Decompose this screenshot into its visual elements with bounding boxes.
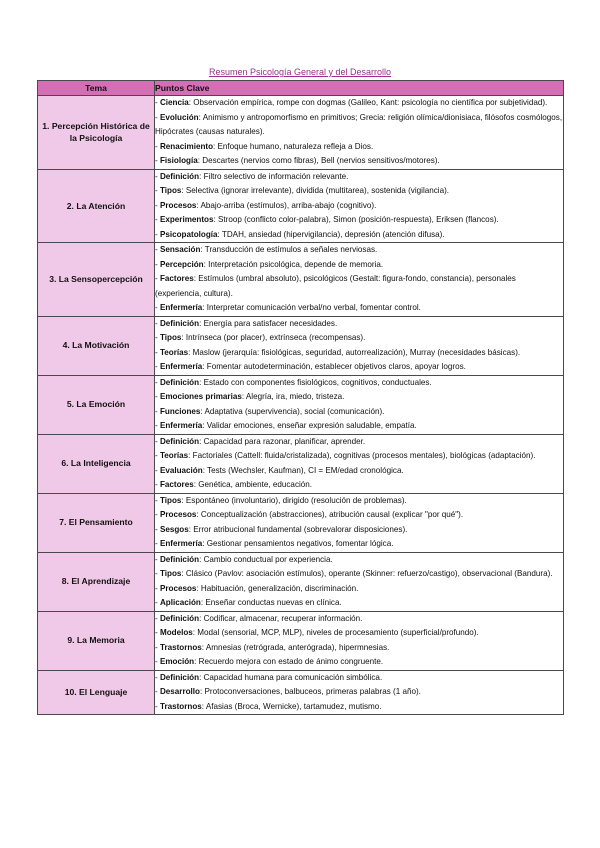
key-point-text: : Selectiva (ignorar irrelevante), dividida (multitarea), sostenida (vigilancia). — [181, 186, 450, 195]
key-point-text: : Tests (Wechsler, Kaufman), CI = EM/edad cronológica. — [202, 465, 404, 475]
key-point: - Modelos: Modal (sensorial, MCP, MLP), niveles de procesamiento (superficial/profundo). — [155, 628, 479, 637]
topic-cell: 4. La Motivación — [38, 316, 155, 375]
key-point-term: Factores — [159, 274, 194, 283]
topic-cell: 6. La Inteligencia — [38, 434, 155, 493]
key-point: - Tipos: Selectiva (ignorar irrelevante), dividida (multitarea), sostenida (vigilancia). — [155, 186, 450, 195]
key-point-text: : Error atribucional fundamental (sobrevalorar disposiciones). — [188, 524, 408, 534]
key-point: - Psicopatología: TDAH, ansiedad (hipervigilancia), depresión (atención difusa). — [155, 229, 445, 239]
key-point: - Aplicación: Enseñar conductas nuevas en clínica. — [155, 598, 342, 607]
topic-cell: 5. La Emoción — [38, 375, 155, 434]
key-point-term: Tipos — [159, 333, 182, 342]
key-point-term: Tipos — [159, 569, 182, 578]
key-point-term: Enfermería — [159, 421, 203, 430]
key-point-text: : Factoriales (Cattell: fluida/cristalizada), cognitivas (procesos mentales), biológicas (adaptación). — [188, 451, 536, 460]
key-point: - Trastornos: Afasias (Broca, Wernicke), tartamudez, mutismo. — [155, 701, 382, 711]
key-point-text: : Capacidad humana para comunicación simbólica. — [199, 672, 383, 682]
key-point: - Definición: Capacidad humana para comunicación simbólica. — [155, 672, 383, 682]
key-point-term: Definición — [159, 318, 200, 328]
topic-cell: 3. La Sensopercepción — [38, 243, 155, 317]
key-point-term: Definición — [159, 377, 200, 387]
header-points: Puntos Clave — [155, 81, 564, 96]
key-point: - Definición: Filtro selectivo de información relevante. — [155, 171, 349, 181]
points-cell — [155, 375, 564, 434]
table-row — [38, 493, 564, 552]
points-cell — [155, 96, 564, 170]
points-cell — [155, 243, 564, 317]
key-point-text: : Alegría, ira, miedo, tristeza. — [241, 392, 345, 401]
key-point: - Percepción: Interpretación psicológica, depende de memoria. — [155, 259, 384, 269]
table-row — [38, 96, 564, 170]
key-point-term: Aplicación — [159, 598, 201, 607]
table-header-row — [38, 81, 564, 96]
key-point-term: Ciencia — [159, 98, 189, 107]
topic-cell: 1. Percepción Histórica de la Psicología — [38, 96, 155, 170]
key-point: - Tipos: Espontáneo (involuntario), dirigido (resolución de problemas). — [155, 495, 407, 505]
topic-cell: 8. El Aprendizaje — [38, 552, 155, 611]
key-point-text: : Conceptualización (abstracciones), atribución causal (explicar "por qué"). — [196, 510, 464, 519]
key-point: - Procesos: Conceptualización (abstracciones), atribución causal (explicar "por qué"). — [155, 510, 464, 519]
key-point-term: Factores — [159, 480, 194, 489]
table-row — [38, 434, 564, 493]
key-point-text: : Capacidad para razonar, planificar, aprender. — [199, 436, 366, 446]
key-point-term: Tipos — [159, 186, 182, 195]
key-point-term: Enfermería — [159, 303, 203, 312]
points-cell — [155, 670, 564, 715]
key-point: - Teorías: Maslow (jerarquía: fisiológicas, seguridad, autorrealización), Murray (necesidades básicas). — [155, 347, 521, 357]
key-point-term: Percepción — [159, 259, 204, 269]
key-point-term: Modelos — [159, 628, 193, 637]
key-point-term: Sesgos — [159, 524, 189, 534]
key-point-text: : Cambio conductual por experiencia. — [199, 554, 333, 564]
key-point: - Trastornos: Amnesias (retrógrada, anterógrada), hipermnesias. — [155, 642, 390, 652]
key-point-term: Experimentos — [159, 215, 214, 224]
topic-cell: 10. El Lenguaje — [38, 670, 155, 715]
key-point-text: : Maslow (jerarquía: fisiológicas, seguridad, autorrealización), Murray (necesidades básicas). — [188, 347, 521, 357]
key-point: - Emoción: Recuerdo mejora con estado de ánimo congruente. — [155, 657, 384, 666]
key-point-term: Teorías — [159, 451, 189, 460]
points-cell — [155, 434, 564, 493]
key-point: - Renacimiento: Enfoque humano, naturaleza refleja a Dios. — [155, 141, 374, 151]
key-point-term: Procesos — [159, 583, 197, 593]
key-point-term: Procesos — [159, 510, 197, 519]
key-point: - Procesos: Habituación, generalización, discriminación. — [155, 583, 359, 593]
key-point-text: : Abajo-arriba (estímulos), arriba-abajo (cognitivo). — [196, 200, 377, 210]
key-point-text: : Intrínseca (por placer), extrínseca (recompensas). — [181, 333, 366, 342]
key-point: - Enfermería: Fomentar autodeterminación, establecer objetivos claros, apoyar logros. — [155, 362, 466, 371]
header-topic: Tema — [38, 81, 155, 96]
key-point-text: : Enfoque humano, naturaleza refleja a Dios. — [213, 141, 374, 151]
key-point-text: : Stroop (conflicto color-palabra), Simon (posición-respuesta), Eriksen (flancos). — [213, 215, 499, 224]
table-row — [38, 316, 564, 375]
key-point-term: Procesos — [159, 200, 197, 210]
topic-cell: 7. El Pensamiento — [38, 493, 155, 552]
key-point-term: Tipos — [159, 495, 182, 505]
key-point-term: Sensación — [159, 245, 201, 254]
key-point: - Fisiología: Descartes (nervios como fibras), Bell (nervios sensitivos/motores). — [155, 156, 440, 165]
key-point-term: Definición — [159, 171, 200, 181]
table-row — [38, 375, 564, 434]
key-point: - Desarrollo: Protoconversaciones, balbuceos, primeras palabras (1 año). — [155, 687, 421, 696]
key-point: - Factores: Genética, ambiente, educación. — [155, 480, 313, 489]
key-point-text: : Gestionar pensamientos negativos, fomentar lógica. — [202, 539, 394, 548]
key-point-text: : Energía para satisfacer necesidades. — [199, 318, 338, 328]
points-cell — [155, 316, 564, 375]
key-point: - Factores: Estímulos (umbral absoluto), psicológicos (Gestalt: figura-fondo, constancia), personales (experiencia, cultura). — [155, 274, 516, 298]
points-cell — [155, 169, 564, 243]
key-point-text: : Genética, ambiente, educación. — [193, 480, 313, 489]
summary-table — [37, 80, 564, 715]
key-point-text: : Interpretar comunicación verbal/no verbal, fomentar control. — [202, 303, 421, 312]
key-point: - Experimentos: Stroop (conflicto color-palabra), Simon (posición-respuesta), Eriksen (flancos). — [155, 215, 499, 224]
table-row — [38, 552, 564, 611]
points-cell — [155, 493, 564, 552]
key-point: - Enfermería: Validar emociones, enseñar expresión saludable, empatía. — [155, 421, 417, 430]
key-point-text: : Descartes (nervios como fibras), Bell (nervios sensitivos/motores). — [197, 156, 440, 165]
points-cell — [155, 552, 564, 611]
key-point-text: : Protoconversaciones, balbuceos, primeras palabras (1 año). — [200, 687, 421, 696]
key-point-text: : Validar emociones, enseñar expresión saludable, empatía. — [202, 421, 417, 430]
key-point-text: : Fomentar autodeterminación, establecer objetivos claros, apoyar logros. — [202, 362, 466, 371]
key-point: - Definición: Cambio conductual por experiencia. — [155, 554, 333, 564]
table-row — [38, 243, 564, 317]
table-row — [38, 169, 564, 243]
key-point: - Sensación: Transducción de estímulos a señales nerviosas. — [155, 245, 378, 254]
key-point: - Definición: Capacidad para razonar, planificar, aprender. — [155, 436, 366, 446]
key-point: - Tipos: Intrínseca (por placer), extrínseca (recompensas). — [155, 333, 366, 342]
key-point-term: Definición — [159, 554, 200, 564]
key-point-term: Emoción — [159, 657, 195, 666]
key-point: - Funciones: Adaptativa (supervivencia), social (comunicación). — [155, 406, 385, 416]
table-row — [38, 611, 564, 670]
key-point-term: Teorías — [159, 347, 189, 357]
key-point-text: : Espontáneo (involuntario), dirigido (resolución de problemas). — [181, 495, 407, 505]
points-cell — [155, 611, 564, 670]
key-point-term: Definición — [159, 613, 200, 623]
key-point: - Procesos: Abajo-arriba (estímulos), arriba-abajo (cognitivo). — [155, 200, 377, 210]
key-point-term: Fisiología — [159, 156, 198, 165]
key-point-term: Desarrollo — [159, 687, 200, 696]
key-point-text: : TDAH, ansiedad (hipervigilancia), depresión (atención difusa). — [217, 229, 445, 239]
key-point: - Evaluación: Tests (Wechsler, Kaufman), CI = EM/edad cronológica. — [155, 465, 404, 475]
topic-cell: 2. La Atención — [38, 169, 155, 243]
key-point-text: : Observación empírica, rompe con dogmas (Galileo, Kant: psicología no científica por subjetividad). — [188, 98, 548, 107]
key-point-term: Funciones — [159, 406, 201, 416]
key-point-text: : Filtro selectivo de información relevante. — [199, 171, 349, 181]
key-point-text: : Enseñar conductas nuevas en clínica. — [200, 598, 342, 607]
key-point-term: Trastornos — [159, 642, 202, 652]
key-point-text: : Adaptativa (supervivencia), social (comunicación). — [200, 406, 385, 416]
document-title: Resumen Psicología General y del Desarrollo — [208, 67, 392, 77]
key-point-text: : Recuerdo mejora con estado de ánimo congruente. — [194, 657, 384, 666]
key-point: - Emociones primarias: Alegría, ira, miedo, tristeza. — [155, 392, 345, 401]
key-point: - Ciencia: Observación empírica, rompe con dogmas (Galileo, Kant: psicología no científica por subjetividad). — [155, 98, 548, 107]
key-point-term: Renacimiento — [159, 141, 214, 151]
key-point: - Teorías: Factoriales (Cattell: fluida/cristalizada), cognitivas (procesos mentales), biológicas (adaptación). — [155, 451, 536, 460]
key-point-text: : Habituación, generalización, discriminación. — [196, 583, 359, 593]
key-point-term: Enfermería — [159, 539, 203, 548]
key-point-term: Enfermería — [159, 362, 203, 371]
key-point-text: : Animismo y antropomorfismo en primitivos; Grecia: religión olímica/dionisiaca, filósofos cosmólogos, Hipócrates (causas naturales). — [155, 112, 563, 136]
key-point-text: : Interpretación psicológica, depende de memoria. — [203, 259, 384, 269]
key-point-text: : Codificar, almacenar, recuperar información. — [199, 613, 363, 623]
key-point: - Definición: Estado con componentes fisiológicos, cognitivos, conductuales. — [155, 377, 432, 387]
key-point-term: Definición — [159, 672, 200, 682]
key-point: - Evolución: Animismo y antropomorfismo en primitivos; Grecia: religión olímica/dionisiaca, filósofos cosmólogos, Hipócrates (causas naturales). — [155, 112, 563, 136]
key-point: - Enfermería: Gestionar pensamientos negativos, fomentar lógica. — [155, 539, 394, 548]
key-point: - Definición: Codificar, almacenar, recuperar información. — [155, 613, 363, 623]
key-point-term: Evaluación — [159, 465, 203, 475]
key-point-term: Definición — [159, 436, 200, 446]
key-point: - Tipos: Clásico (Pavlov: asociación estímulos), operante (Skinner: refuerzo/castigo), observacional (Bandura). — [155, 569, 553, 578]
key-point-text: : Afasias (Broca, Wernicke), tartamudez, mutismo. — [201, 701, 382, 711]
key-point: - Enfermería: Interpretar comunicación verbal/no verbal, fomentar control. — [155, 303, 421, 312]
key-point-term: Psicopatología — [159, 229, 218, 239]
key-point-text: : Estímulos (umbral absoluto), psicológicos (Gestalt: figura-fondo, constancia), personales (experiencia, cultura). — [155, 274, 516, 298]
key-point-term: Emociones primarias — [159, 392, 242, 401]
key-point-text: : Estado con componentes fisiológicos, cognitivos, conductuales. — [199, 377, 432, 387]
key-point: - Definición: Energía para satisfacer necesidades. — [155, 318, 338, 328]
key-point-text: : Transducción de estímulos a señales nerviosas. — [200, 245, 378, 254]
key-point-text: : Amnesias (retrógrada, anterógrada), hipermnesias. — [201, 642, 390, 652]
key-point-term: Trastornos — [159, 701, 202, 711]
key-point-term: Evolución — [159, 112, 199, 122]
topic-cell: 9. La Memoria — [38, 611, 155, 670]
key-point: - Sesgos: Error atribucional fundamental (sobrevalorar disposiciones). — [155, 524, 408, 534]
key-point-text: : Modal (sensorial, MCP, MLP), niveles de procesamiento (superficial/profundo). — [192, 628, 479, 637]
table-row — [38, 670, 564, 715]
key-point-text: : Clásico (Pavlov: asociación estímulos), operante (Skinner: refuerzo/castigo), observacional (Bandura). — [181, 569, 553, 578]
